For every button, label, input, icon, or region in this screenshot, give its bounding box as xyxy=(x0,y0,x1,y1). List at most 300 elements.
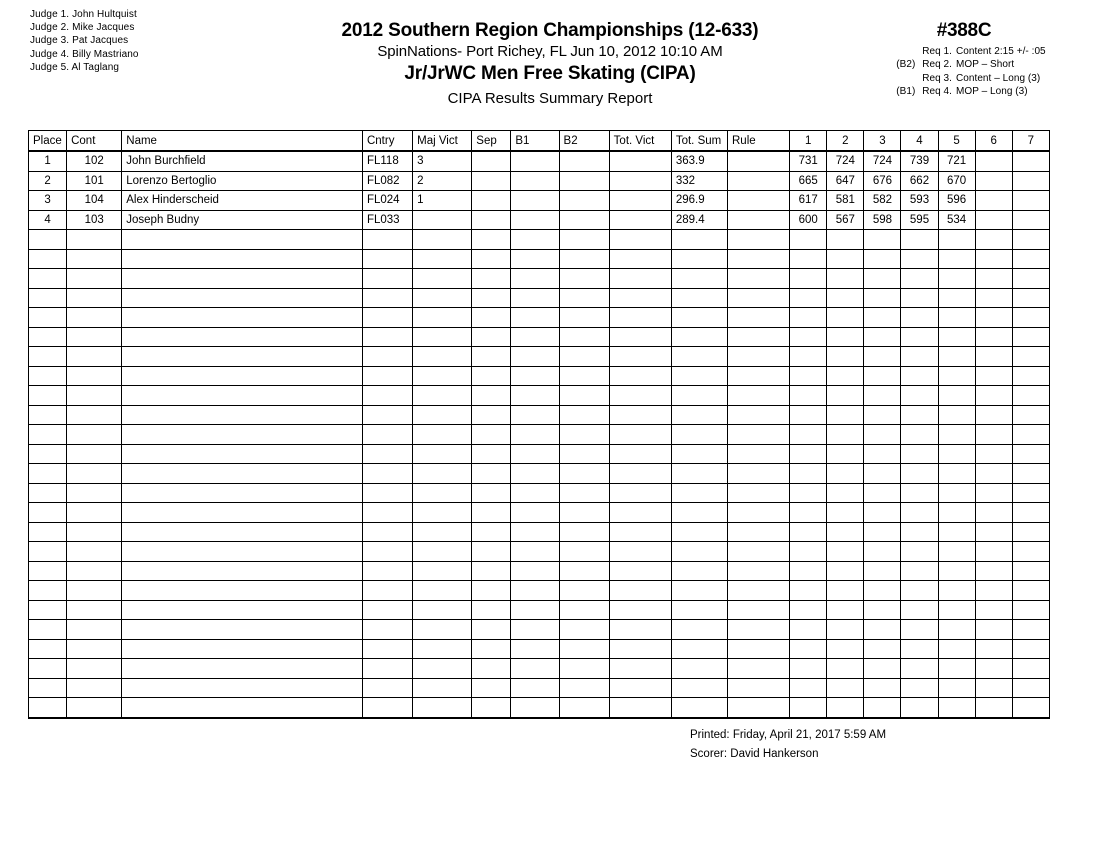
cell-empty xyxy=(472,308,511,328)
cell-empty xyxy=(472,581,511,601)
cell-empty xyxy=(29,620,67,640)
cell-empty xyxy=(1012,503,1049,523)
cell-cont: 103 xyxy=(67,210,122,230)
cell-empty xyxy=(362,366,412,386)
cell-empty xyxy=(122,483,363,503)
table-row-empty xyxy=(29,639,1050,659)
cell-empty xyxy=(559,620,609,640)
cell-empty xyxy=(790,249,827,269)
cell-empty xyxy=(559,600,609,620)
cell-empty xyxy=(864,620,901,640)
cell-empty xyxy=(790,483,827,503)
col-header-name: Name xyxy=(122,131,363,152)
cell-empty xyxy=(472,600,511,620)
cell-empty xyxy=(511,444,559,464)
cell-empty xyxy=(413,230,472,250)
cell-empty xyxy=(472,386,511,406)
cell-empty xyxy=(362,327,412,347)
cell-empty xyxy=(1012,483,1049,503)
cell-empty xyxy=(790,230,827,250)
cell-empty xyxy=(67,698,122,718)
cell-b1 xyxy=(511,210,559,230)
cell-empty xyxy=(1012,288,1049,308)
cell-empty xyxy=(362,620,412,640)
col-header-judge-3: 3 xyxy=(864,131,901,152)
cell-empty xyxy=(790,659,827,679)
report-subtitle: CIPA Results Summary Report xyxy=(447,90,653,107)
cell-empty xyxy=(472,425,511,445)
cell-empty xyxy=(975,308,1012,328)
col-header-rule: Rule xyxy=(728,131,790,152)
cell-name: Alex Hinderscheid xyxy=(122,191,363,211)
judges-panel xyxy=(30,8,260,74)
cell-empty xyxy=(827,425,864,445)
cell-empty xyxy=(29,464,67,484)
requirement-item xyxy=(854,85,1074,98)
cell-empty xyxy=(362,639,412,659)
cell-empty xyxy=(67,581,122,601)
cell-empty xyxy=(511,542,559,562)
cell-empty xyxy=(413,561,472,581)
cell-empty xyxy=(827,230,864,250)
cell-empty xyxy=(1012,464,1049,484)
cell-empty xyxy=(975,483,1012,503)
cell-empty xyxy=(901,522,938,542)
cell-empty xyxy=(511,386,559,406)
cell-empty xyxy=(122,444,363,464)
cell-empty xyxy=(29,659,67,679)
cell-empty xyxy=(122,347,363,367)
cell-empty xyxy=(362,425,412,445)
table-row-empty xyxy=(29,581,1050,601)
cell-empty xyxy=(728,698,790,718)
cell-empty xyxy=(67,678,122,698)
cell-empty xyxy=(29,503,67,523)
cell-empty xyxy=(559,581,609,601)
col-header-judge-5: 5 xyxy=(938,131,975,152)
cell-empty xyxy=(827,600,864,620)
cell-judge-score-1: 600 xyxy=(790,210,827,230)
cell-judge-score-5: 596 xyxy=(938,191,975,211)
cell-empty xyxy=(864,288,901,308)
cell-empty xyxy=(1012,444,1049,464)
cell-judge-score-1: 665 xyxy=(790,171,827,191)
cell-empty xyxy=(122,522,363,542)
cell-empty xyxy=(559,405,609,425)
cell-empty xyxy=(362,444,412,464)
cell-empty xyxy=(472,542,511,562)
cell-empty xyxy=(975,444,1012,464)
cell-judge-score-2: 581 xyxy=(827,191,864,211)
cell-empty xyxy=(413,639,472,659)
cell-empty xyxy=(1012,308,1049,328)
cell-empty xyxy=(975,269,1012,289)
requirement-tag: Req 1. xyxy=(922,46,952,57)
cell-empty xyxy=(122,542,363,562)
cell-empty xyxy=(671,698,727,718)
judge-label: Judge xyxy=(30,48,58,60)
cell-empty xyxy=(1012,639,1049,659)
cell-empty xyxy=(975,698,1012,718)
cell-judge-score-3: 582 xyxy=(864,191,901,211)
cell-empty xyxy=(511,581,559,601)
cell-empty xyxy=(901,561,938,581)
cell-empty xyxy=(511,483,559,503)
cell-empty xyxy=(29,678,67,698)
cell-empty xyxy=(29,542,67,562)
cell-empty xyxy=(1012,327,1049,347)
cell-empty xyxy=(901,288,938,308)
judge-label: Judge xyxy=(30,22,58,34)
cell-empty xyxy=(472,561,511,581)
cell-empty xyxy=(864,503,901,523)
cell-empty xyxy=(122,230,363,250)
cell-empty xyxy=(864,366,901,386)
cell-tot-vict xyxy=(609,210,671,230)
cell-empty xyxy=(901,678,938,698)
cell-empty xyxy=(511,308,559,328)
cell-empty xyxy=(938,308,975,328)
col-header-sep: Sep xyxy=(472,131,511,152)
cell-empty xyxy=(790,698,827,718)
cell-empty xyxy=(790,288,827,308)
cell-empty xyxy=(362,347,412,367)
cell-tot-vict xyxy=(609,191,671,211)
cell-empty xyxy=(559,269,609,289)
cell-sep xyxy=(472,191,511,211)
results-table-body xyxy=(29,151,1050,718)
cell-empty xyxy=(609,308,671,328)
cell-empty xyxy=(938,561,975,581)
table-row-empty xyxy=(29,600,1050,620)
cell-empty xyxy=(1012,386,1049,406)
cell-empty xyxy=(901,308,938,328)
cell-empty xyxy=(67,542,122,562)
cell-empty xyxy=(511,249,559,269)
cell-empty xyxy=(864,659,901,679)
judge-list-item xyxy=(30,8,260,21)
cell-empty xyxy=(413,678,472,698)
judge-number: 1. xyxy=(60,9,70,20)
cell-empty xyxy=(671,483,727,503)
cell-cont: 101 xyxy=(67,171,122,191)
cell-empty xyxy=(901,503,938,523)
cell-empty xyxy=(864,600,901,620)
cell-empty xyxy=(29,405,67,425)
cell-empty xyxy=(1012,230,1049,250)
cell-empty xyxy=(362,561,412,581)
cell-empty xyxy=(938,639,975,659)
cell-empty xyxy=(122,503,363,523)
cell-empty xyxy=(864,639,901,659)
cell-empty xyxy=(29,425,67,445)
cell-empty xyxy=(790,581,827,601)
cell-empty xyxy=(790,425,827,445)
cell-empty xyxy=(67,620,122,640)
cell-empty xyxy=(1012,269,1049,289)
cell-empty xyxy=(671,308,727,328)
cell-empty xyxy=(413,542,472,562)
cell-empty xyxy=(413,503,472,523)
cell-empty xyxy=(901,249,938,269)
cell-empty xyxy=(975,600,1012,620)
col-header-judge-2: 2 xyxy=(827,131,864,152)
table-row xyxy=(29,151,1050,171)
cell-empty xyxy=(728,522,790,542)
cell-empty xyxy=(67,249,122,269)
cell-empty xyxy=(67,327,122,347)
requirement-tag: Req 3. xyxy=(922,72,952,84)
cell-empty xyxy=(609,347,671,367)
cell-empty xyxy=(559,425,609,445)
cell-empty xyxy=(609,522,671,542)
cell-empty xyxy=(827,366,864,386)
cell-empty xyxy=(511,678,559,698)
cell-empty xyxy=(728,386,790,406)
cell-empty xyxy=(609,464,671,484)
cell-empty xyxy=(827,444,864,464)
cell-empty xyxy=(511,464,559,484)
cell-empty xyxy=(938,288,975,308)
cell-empty xyxy=(559,230,609,250)
cell-empty xyxy=(67,308,122,328)
cell-empty xyxy=(29,581,67,601)
col-header-judge-1: 1 xyxy=(790,131,827,152)
cell-empty xyxy=(901,347,938,367)
cell-empty xyxy=(413,288,472,308)
cell-empty xyxy=(827,522,864,542)
table-row-empty xyxy=(29,444,1050,464)
venue-datetime: SpinNations- Port Richey, FL Jun 10, 2012 10:10 AM xyxy=(377,43,723,60)
cell-empty xyxy=(609,503,671,523)
cell-empty xyxy=(511,503,559,523)
cell-maj-vict xyxy=(413,210,472,230)
table-row-empty xyxy=(29,522,1050,542)
cell-empty xyxy=(511,366,559,386)
cell-empty xyxy=(938,503,975,523)
cell-empty xyxy=(790,522,827,542)
cell-empty xyxy=(671,620,727,640)
cell-empty xyxy=(472,347,511,367)
cell-judge-score-7 xyxy=(1012,191,1049,211)
table-row xyxy=(29,171,1050,191)
cell-empty xyxy=(975,230,1012,250)
cell-empty xyxy=(728,639,790,659)
table-row-empty xyxy=(29,230,1050,250)
results-table-head xyxy=(29,131,1050,152)
cell-empty xyxy=(362,288,412,308)
cell-empty xyxy=(122,308,363,328)
cell-empty xyxy=(29,249,67,269)
table-header-row xyxy=(29,131,1050,152)
cell-empty xyxy=(472,522,511,542)
cell-empty xyxy=(671,639,727,659)
cell-judge-score-5: 534 xyxy=(938,210,975,230)
cell-empty xyxy=(122,698,363,718)
cell-empty xyxy=(728,561,790,581)
cell-empty xyxy=(827,308,864,328)
cell-judge-score-3: 598 xyxy=(864,210,901,230)
cell-cont: 102 xyxy=(67,151,122,171)
cell-judge-score-6 xyxy=(975,151,1012,171)
cell-empty xyxy=(122,386,363,406)
cell-empty xyxy=(122,249,363,269)
cell-empty xyxy=(864,230,901,250)
col-header-maj-vict: Maj Vict xyxy=(413,131,472,152)
cell-empty xyxy=(671,659,727,679)
requirement-item xyxy=(854,58,1074,71)
cell-maj-vict: 1 xyxy=(413,191,472,211)
cell-empty xyxy=(790,639,827,659)
cell-cont: 104 xyxy=(67,191,122,211)
table-row-empty xyxy=(29,464,1050,484)
cell-empty xyxy=(975,620,1012,640)
judge-list-item xyxy=(30,48,260,61)
cell-empty xyxy=(609,249,671,269)
cell-empty xyxy=(938,269,975,289)
cell-empty xyxy=(938,698,975,718)
cell-empty xyxy=(901,444,938,464)
cell-place: 4 xyxy=(29,210,67,230)
cell-empty xyxy=(864,386,901,406)
cell-empty xyxy=(790,503,827,523)
cell-empty xyxy=(671,288,727,308)
cell-empty xyxy=(975,464,1012,484)
cell-empty xyxy=(122,366,363,386)
cell-empty xyxy=(671,405,727,425)
cell-empty xyxy=(609,620,671,640)
cell-empty xyxy=(864,483,901,503)
cell-empty xyxy=(1012,522,1049,542)
cell-judge-score-6 xyxy=(975,191,1012,211)
judge-label: Judge xyxy=(30,35,58,47)
cell-empty xyxy=(609,483,671,503)
requirement-text: MOP – Long (3) xyxy=(956,86,1028,98)
cell-empty xyxy=(827,678,864,698)
cell-empty xyxy=(413,308,472,328)
cell-b1 xyxy=(511,191,559,211)
cell-empty xyxy=(362,522,412,542)
cell-sep xyxy=(472,171,511,191)
cell-empty xyxy=(1012,249,1049,269)
cell-empty xyxy=(671,386,727,406)
cell-empty xyxy=(728,659,790,679)
cell-empty xyxy=(559,698,609,718)
cell-empty xyxy=(511,620,559,640)
cell-empty xyxy=(362,230,412,250)
cell-empty xyxy=(362,483,412,503)
cell-empty xyxy=(122,425,363,445)
cell-empty xyxy=(559,444,609,464)
cell-empty xyxy=(122,327,363,347)
cell-judge-score-3: 676 xyxy=(864,171,901,191)
cell-empty xyxy=(29,347,67,367)
cell-empty xyxy=(901,405,938,425)
cell-judge-score-5: 721 xyxy=(938,151,975,171)
cell-empty xyxy=(728,269,790,289)
cell-empty xyxy=(938,522,975,542)
cell-empty xyxy=(472,464,511,484)
cell-empty xyxy=(472,639,511,659)
cell-empty xyxy=(511,639,559,659)
judge-name: Mike Jacques xyxy=(72,22,135,34)
cell-empty xyxy=(122,581,363,601)
cell-empty xyxy=(29,698,67,718)
cell-empty xyxy=(1012,561,1049,581)
cell-empty xyxy=(511,561,559,581)
cell-empty xyxy=(29,327,67,347)
table-row-empty xyxy=(29,561,1050,581)
cell-empty xyxy=(975,347,1012,367)
requirement-text: Content 2:15 +/- :05 xyxy=(956,46,1046,57)
cell-empty xyxy=(29,366,67,386)
cell-empty xyxy=(975,581,1012,601)
cell-empty xyxy=(511,698,559,718)
cell-empty xyxy=(827,659,864,679)
cell-empty xyxy=(671,464,727,484)
cell-empty xyxy=(827,405,864,425)
cell-empty xyxy=(901,230,938,250)
cell-empty xyxy=(559,503,609,523)
cell-empty xyxy=(975,639,1012,659)
cell-empty xyxy=(975,678,1012,698)
cell-empty xyxy=(511,659,559,679)
cell-empty xyxy=(609,269,671,289)
cell-empty xyxy=(511,327,559,347)
requirement-text: Content – Long (3) xyxy=(956,72,1041,84)
table-row-empty xyxy=(29,678,1050,698)
cell-empty xyxy=(938,425,975,445)
cell-empty xyxy=(413,425,472,445)
cell-name: John Burchfield xyxy=(122,151,363,171)
cell-judge-score-3: 724 xyxy=(864,151,901,171)
cell-empty xyxy=(511,269,559,289)
cell-empty xyxy=(938,444,975,464)
requirement-text: MOP – Short xyxy=(956,59,1015,71)
cell-empty xyxy=(413,483,472,503)
cell-empty xyxy=(975,542,1012,562)
cell-empty xyxy=(609,405,671,425)
cell-empty xyxy=(472,249,511,269)
cell-empty xyxy=(362,405,412,425)
cell-empty xyxy=(975,405,1012,425)
cell-name: Lorenzo Bertoglio xyxy=(122,171,363,191)
cell-empty xyxy=(938,464,975,484)
col-header-judge-4: 4 xyxy=(901,131,938,152)
cell-judge-score-4: 739 xyxy=(901,151,938,171)
cell-empty xyxy=(728,308,790,328)
cell-empty xyxy=(827,561,864,581)
cell-empty xyxy=(609,678,671,698)
cell-empty xyxy=(864,542,901,562)
cell-empty xyxy=(609,698,671,718)
cell-empty xyxy=(413,405,472,425)
cell-empty xyxy=(609,425,671,445)
cell-empty xyxy=(671,230,727,250)
cell-empty xyxy=(938,581,975,601)
cell-empty xyxy=(122,678,363,698)
cell-empty xyxy=(559,288,609,308)
cell-judge-score-1: 731 xyxy=(790,151,827,171)
cell-empty xyxy=(671,678,727,698)
cell-cntry: FL024 xyxy=(362,191,412,211)
cell-empty xyxy=(362,464,412,484)
cell-judge-score-7 xyxy=(1012,210,1049,230)
cell-empty xyxy=(472,483,511,503)
cell-empty xyxy=(901,542,938,562)
cell-empty xyxy=(122,659,363,679)
cell-empty xyxy=(1012,405,1049,425)
